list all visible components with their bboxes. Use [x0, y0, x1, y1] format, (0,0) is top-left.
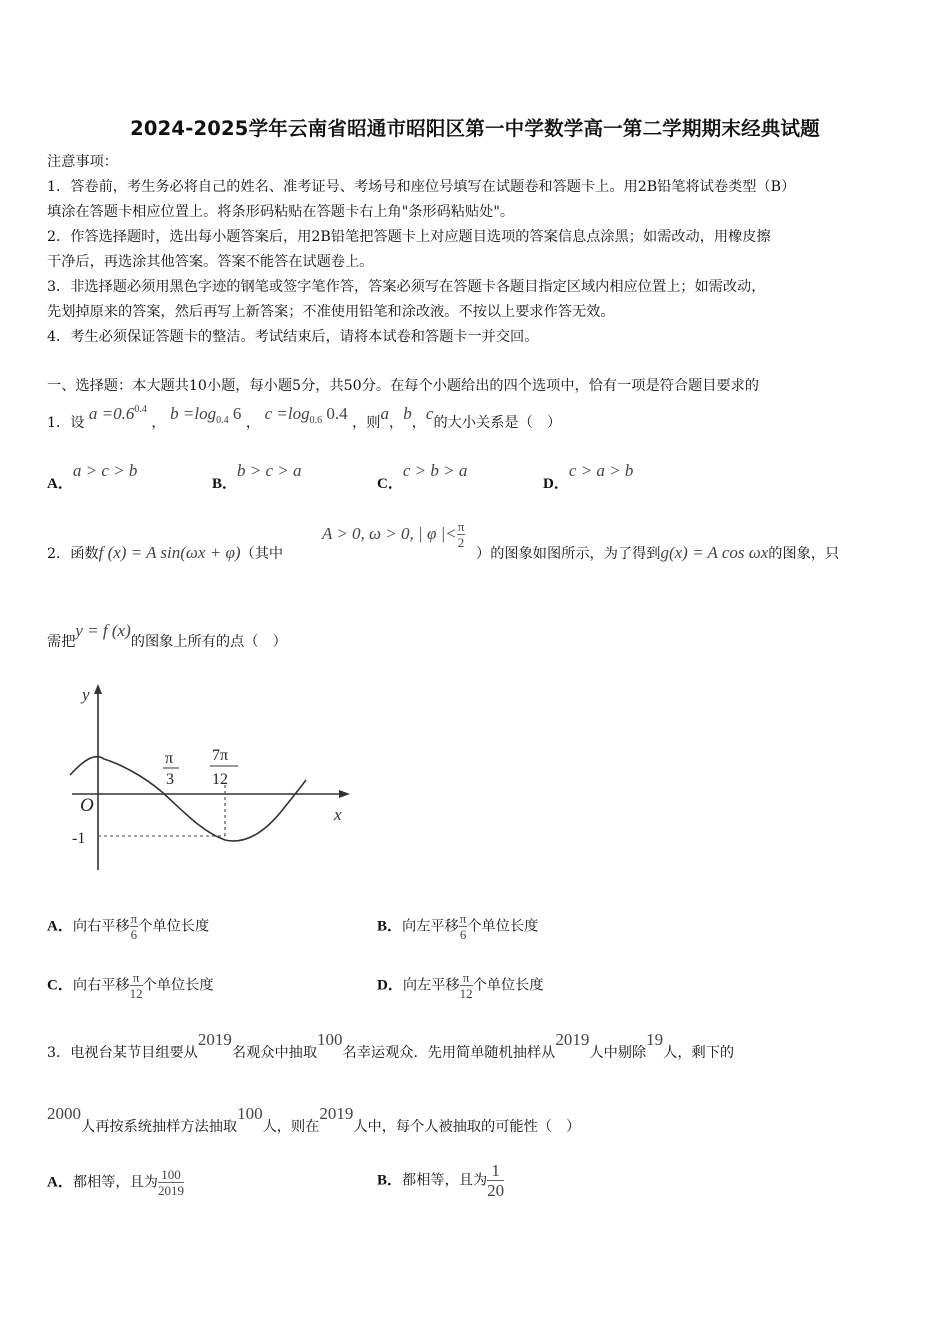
tick1-denominator: 3 — [166, 771, 174, 788]
q1-separator: ， — [151, 415, 166, 431]
q1-separator: ， — [245, 415, 261, 431]
min-label: -1 — [72, 830, 86, 847]
q2-number: 2．函数 — [47, 546, 99, 562]
q2-option-c: C．向右平移 $\frac{\pi}{12}$ 个单位长度 — [47, 970, 214, 1001]
notice-line: 先划掉原来的答案，然后再写上新答案；不准使用铅笔和涂改液。不按以上要求作答无效。 — [47, 304, 615, 320]
q2-graph — [62, 680, 362, 875]
q1-c-definition: $c =\log_{0.6}$ 0.4 — [264, 404, 348, 426]
q1-option-b: B．b > c > a — [212, 461, 302, 492]
q1-option-c: C．c > b > a — [377, 461, 468, 492]
question-2-line2: 需把y = f (x)的图象上所有的点（ ） — [47, 621, 287, 650]
q1-b-definition: $b =\log_{0.4}$ 6 — [170, 404, 242, 426]
origin-label: O — [80, 795, 94, 816]
q2-option-d: D．向左平移 $\frac{\pi}{12}$ 个单位长度 — [377, 970, 544, 1001]
q2-option-a: A．向右平移 $\frac{\pi}{6}$ 个单位长度 — [47, 911, 210, 942]
notice-line: 2．作答选择题时，选出每小题答案后，用2B铅笔把答题卡上对应题目选项的答案信息点涂黑；如需改动，用橡皮擦 — [47, 229, 771, 245]
q2-condition: A > 0, ω > 0, | φ |< $\frac{\pi}{2}$ — [322, 519, 465, 550]
tick2-denominator: 12 — [212, 771, 228, 788]
question-2: 2．函数f (x) = A sin(ωx + φ)（其中 — [47, 543, 284, 562]
x-label: x — [334, 805, 342, 824]
page-title: 2024-2025学年云南省昭通市昭阳区第一中学数学高一第二学期期末经典试题 — [130, 117, 820, 140]
q1-var-a: a — [380, 404, 389, 423]
q2-option-b: B．向左平移 $\frac{\pi}{6}$ 个单位长度 — [377, 911, 539, 942]
q2-yfx: y = f (x) — [75, 621, 131, 640]
q3-option-b: B．都相等，且为 $\frac{1}{20}$ — [377, 1161, 505, 1200]
section-heading: 一、选择题：本大题共10小题，每小题5分，共50分。在每个小题给出的四个选项中，恰有一项是符合题目要求的 — [47, 378, 759, 394]
y-axis-arrow — [94, 684, 102, 694]
q2-function: f (x) = A sin(ωx + φ) — [98, 543, 241, 562]
q1-separator: ，则 — [352, 415, 381, 431]
question-1: 1．设 $a =0.6^{0.4}$ ， $b =\log_{0.4}$ 6 ， $c =\log_{0.6}$ 0.4 ，则a，b，c的大小关系是（ ） — [47, 404, 562, 431]
notice-line: 填涂在答题卡相应位置上。将条形码粘贴在答题卡右上角"条形码粘贴处"。 — [47, 204, 515, 220]
notice-heading: 注意事项： — [47, 154, 118, 170]
q1-tail: 的大小关系是（ ） — [433, 415, 562, 431]
tick2-numerator: 7π — [212, 747, 229, 764]
notice-line: 1．答卷前，考生务必将自己的姓名、准考证号、考场号和座位号填写在试题卷和答题卡上。用2B铅笔将试卷类型（B） — [47, 179, 796, 195]
notice-line: 4．考生必须保证答题卡的整洁。考试结束后，请将本试卷和答题卡一并交回。 — [47, 329, 539, 345]
tick1-numerator: π — [165, 750, 174, 767]
q1-option-a: A．a > c > b — [47, 461, 138, 492]
question-3: 3．电视台某节目组要从2019名观众中抽取100名幸运观众．先用简单随机抽样从2019人中剔除19人，剩下的 — [47, 1030, 735, 1061]
y-label: y — [82, 685, 90, 704]
question-2-cont: ）的图象如图所示，为了得到g(x) = A cos ωx的图象，只 — [476, 543, 840, 562]
question-3-line2: 2000人再按系统抽样方法抽取100人，则在2019人中，每个人被抽取的可能性（ ） — [47, 1104, 581, 1135]
notice-line: 干净后，再选涂其他答案。答案不能答在试题卷上。 — [47, 254, 374, 270]
q1-number: 1．设 — [47, 415, 85, 431]
q2-g-function: g(x) = A cos ωx — [660, 543, 769, 562]
q3-option-a: A．都相等，且为 $\frac{100}{2019}$ — [47, 1167, 184, 1198]
q1-option-d: D．c > a > b — [543, 461, 634, 492]
x-axis-arrow — [339, 790, 350, 798]
notice-line: 3．非选择题必须用黑色字迹的钢笔或签字笔作答，答案必须写在答题卡各题目指定区域内相应位置上；如需改动， — [47, 279, 766, 295]
q1-a-definition: $a =0.6^{0.4}$ — [88, 404, 147, 423]
sine-curve — [70, 757, 306, 841]
q1-var-c: c — [425, 404, 434, 423]
q1-var-b: b — [403, 404, 412, 423]
